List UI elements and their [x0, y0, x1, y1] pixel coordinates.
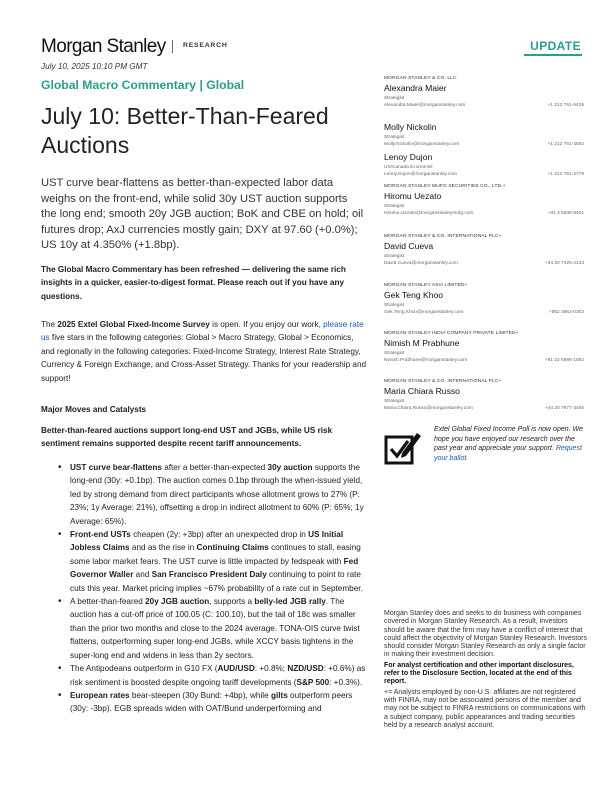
publish-date: July 10, 2025 10:10 PM GMT [41, 62, 148, 71]
bullet-text: . The auction has a cut-off price of 100.05 (C: 100.10), but the tail of 18c was smaller than the prior two months and close to the 2024 average. TONA-OIS curve twist flattens, outperforming super long-end JGBs, while XCCY basis tightens in the super-long end and widens in less than 2y sectors. [70, 597, 360, 660]
contact-phone: +44 20 7425-2143 [544, 261, 584, 266]
contact-email[interactable]: David.Cueva@morganstanley.com [384, 261, 458, 266]
bullet-text: , supports a [209, 597, 255, 607]
major-moves-lead: Better-than-feared auctions support long-end UST and JGBs, while US risk sentiment remains supported despite recent tariff announcements. [41, 426, 333, 449]
morgan-stanley-logo: Morgan Stanley [41, 36, 166, 57]
contact-phone: +1 212 761-6426 [547, 103, 584, 108]
contact-card [384, 150, 584, 179]
contact-firm: MORGAN STANLEY MUFG SECURITIES CO., LTD.+ [384, 184, 506, 189]
report-title: July 10: Better-Than-Feared Auctions [41, 103, 329, 158]
bullet-item [70, 595, 368, 662]
research-label: RESEARCH [183, 42, 228, 49]
bullet-list [70, 461, 368, 716]
contact-card [384, 379, 584, 413]
contact-phone: +44 20 7677-3495 [544, 406, 584, 411]
contact-firm: MORGAN STANLEY & CO. LLC [384, 76, 457, 81]
bullet-text: and as the rise in [129, 543, 197, 553]
contact-line [384, 310, 584, 317]
bullet-text: continuing to point to rate cuts this year. Market pricing implies ~67% probability of a rate cut in September. [70, 570, 363, 593]
contact-role: Strategist [384, 204, 405, 209]
contact-phone: +1 212 761-3592 [547, 142, 584, 147]
contact-line [384, 142, 584, 149]
contact-email[interactable]: Alexandra.Maier@morganstanley.com [384, 103, 466, 108]
survey-mid: is open. If you enjoy our work, [209, 320, 324, 329]
bullet-text: : +0.6%) as risk sentiment is boosted despite ongoing tariff developments ( [70, 664, 366, 687]
contact-name: Molly Nickolin [384, 122, 437, 132]
bullet-text: bear-steepen (30y Bund: +4bp), while [129, 690, 271, 700]
survey-post: five stars in the following categories: Global > Macro Strategy, Global > Economics, and regionally in the following categories: Fixed-Income Strategy, Interest Rate Strategy, Currency & Foreign Exchange, and Cross-Asset Strategy. Thanks for your readership and support! [41, 333, 367, 383]
contact-email[interactable]: Hiromu.Uezato@morganstanleymufg.com [384, 211, 474, 216]
contact-email[interactable]: Molly.Nickolin@morganstanley.com [384, 142, 460, 147]
contact-name: Lenoy Dujon [384, 152, 433, 162]
contact-role: Strategist [384, 399, 405, 404]
contact-card [384, 234, 584, 268]
contact-phone: +91 22 6996-1062 [544, 358, 584, 363]
contact-line [384, 172, 584, 179]
bullet-text: after a better-than-expected [161, 463, 268, 472]
bullet-text: The Antipodeans outperform in G10 FX ( [70, 664, 218, 674]
request-ballot-link[interactable]: Request your ballot. [434, 445, 582, 462]
contact-card [384, 76, 584, 110]
report-summary: UST curve bear-flattens as better-than-expected labor data weighs on the front-end, while solid 30y UST auction supports the long end; smooth 20y JGB auction; BoK and CBE on hold; oil futures drop; AxJ currencies mostly gain; DXY at 97.60 (+0.0%); US 10y at 4.350% (+1.8bp). [41, 177, 364, 252]
contact-email[interactable]: Maria.Chiara.Russo@morganstanley.com [384, 406, 473, 411]
contact-card [384, 184, 584, 218]
survey-pre: The [41, 320, 58, 329]
bullet-text: cheapen (2y: +3bp) after an unexpected drop in [130, 530, 309, 540]
bullet-bold-text: UST curve bear-flattens [70, 463, 162, 472]
bullet-text: and [133, 570, 152, 580]
major-moves-heading: Major Moves and Catalysts [41, 405, 147, 414]
bullet-item [70, 689, 368, 716]
contact-line [384, 211, 584, 218]
contact-firm: MORGAN STANLEY ASIA LIMITED+ [384, 283, 468, 288]
contact-line [384, 103, 584, 110]
bullet-text: : +0.8%; [254, 664, 288, 674]
poll-text [434, 425, 586, 463]
bullet-bold-text: US Initial Jobless Claims [70, 530, 344, 553]
contact-firm: MORGAN STANLEY & CO. INTERNATIONAL PLC+ [384, 234, 502, 239]
contact-name: Alexandra Maier [384, 83, 447, 93]
poll-message: Extel Global Fixed Income Poll is now open. We hope you have enjoyed our research over the past year and appreciate your support. [434, 426, 583, 453]
bullet-bold-text: AUD/USD [217, 664, 255, 674]
contact-role: US/Canada Economist [384, 165, 433, 170]
update-underline [524, 54, 582, 56]
contact-role: Strategist [384, 303, 405, 308]
contact-phone: +81 3 6836-8401 [547, 211, 584, 216]
bullet-bold-text: gilts [270, 690, 288, 700]
bullet-bold-text: Front-end USTs [70, 530, 131, 540]
bullet-item [70, 461, 368, 528]
bullet-bold-text: 30y auction [267, 463, 313, 472]
bullet-bold-text: Fed Governor Waller [70, 556, 359, 580]
contact-line [384, 358, 584, 365]
bullet-bold-text: Continuing Claims [196, 543, 269, 553]
disclaimer-finra: += Analysts employed by non-U.S. affiliates are not registered with FINRA, may not be associated persons of the member and may not be subject to FINRA restrictions on communications with a subject company, public appearances and trading securities held by a research analyst account. [384, 688, 586, 729]
contact-name: David Cueva [384, 241, 434, 251]
contact-phone: +1 212 761-2779 [547, 172, 584, 177]
contact-email[interactable]: Nimish.Prabhune@morganstanley.com [384, 358, 468, 363]
bullet-item [70, 528, 368, 595]
disclaimer [384, 610, 588, 732]
contact-firm: MORGAN STANLEY INDIA COMPANY PRIVATE LIMITED+ [384, 331, 519, 336]
contact-card [384, 331, 584, 365]
contact-line [384, 261, 584, 268]
bullet-text: outperform peers (30y: -3bp). EGB spreads widen with OAT/Bund underperforming and [70, 690, 353, 714]
survey-paragraph [41, 318, 367, 385]
contact-role: Strategist [384, 351, 405, 356]
refresh-note: The Global Macro Commentary has been refreshed — delivering the same rich insights in a quicker, easier-to-digest format. Please reach out if you have any questions. [41, 265, 346, 301]
rate-us-link[interactable]: please rate us [41, 320, 364, 343]
bullet-bold-text: San Francisco President Daly [151, 570, 267, 580]
report-header [41, 36, 581, 60]
contact-role: Strategist [384, 135, 405, 140]
bullet-bold-text: European rates [70, 690, 130, 700]
bullet-item [70, 662, 368, 689]
contact-role: Strategist [384, 96, 405, 101]
logo-divider [172, 40, 173, 53]
disclaimer-certification: For analyst certification and other important disclosures, refer to the Disclosure Section, located at the end of this report. [384, 661, 574, 686]
bullet-bold-text: S&P 500 [296, 677, 330, 687]
bullet-bold-text: belly-led JGB rally [254, 597, 326, 607]
contact-email[interactable]: Lenoy.Dujon@morganstanley.com [384, 172, 457, 177]
bullet-text: A better-than-feared [70, 597, 146, 607]
poll-box [384, 425, 584, 469]
contact-name: Maria Chiara Russo [384, 386, 460, 396]
contact-name: Nimish M Prabhune [384, 338, 460, 348]
disclaimer-conflict: Morgan Stanley does and seeks to do business with companies covered in Morgan Stanley Research. As a result, investors should be aware that the firm may have a conflict of interest that could affect the objectivity of Morgan Stanley Research. Investors should consider Morgan Stanley Research as only a single factor in making their investment decision. [384, 610, 587, 659]
bullet-text: : +0.3%). [329, 677, 363, 687]
bullet-text: supports the long-end (30y: +0.1bp). The auction comes 0.1bp through the when-issued yield, led by strong demand from direct participants whose allotment grows to 27% (P: 23%; 1y Average: 21%), offsetting a drop in indirect allotment to 60% (P: 65%; 1y Average: 65%). [70, 463, 364, 526]
contact-card [384, 120, 584, 149]
update-badge: UPDATE [530, 39, 581, 53]
section-title: Global Macro Commentary | Global [41, 78, 245, 92]
contact-phone: +852 3963-0303 [548, 310, 584, 315]
contact-firm: MORGAN STANLEY & CO. INTERNATIONAL PLC+ [384, 379, 502, 384]
contact-name: Hiromu Uezato [384, 191, 442, 201]
checkbox-pencil-icon [384, 429, 422, 467]
contact-name: Gek Teng Khoo [384, 290, 444, 300]
contact-role: Strategist [384, 254, 405, 259]
contact-card [384, 283, 584, 317]
contact-line [384, 406, 584, 413]
contact-email[interactable]: Gek.Teng.Khoo@morganstanley.com [384, 310, 464, 315]
bullet-bold-text: NZD/USD [287, 664, 324, 674]
survey-name: 2025 Extel Global Fixed-Income Survey [57, 320, 210, 329]
bullet-text: continues to stall, easing some labor market fears. The UST curve is little impacted by fedspeak with [70, 543, 361, 566]
bullet-bold-text: 20y JGB auction [145, 597, 210, 607]
